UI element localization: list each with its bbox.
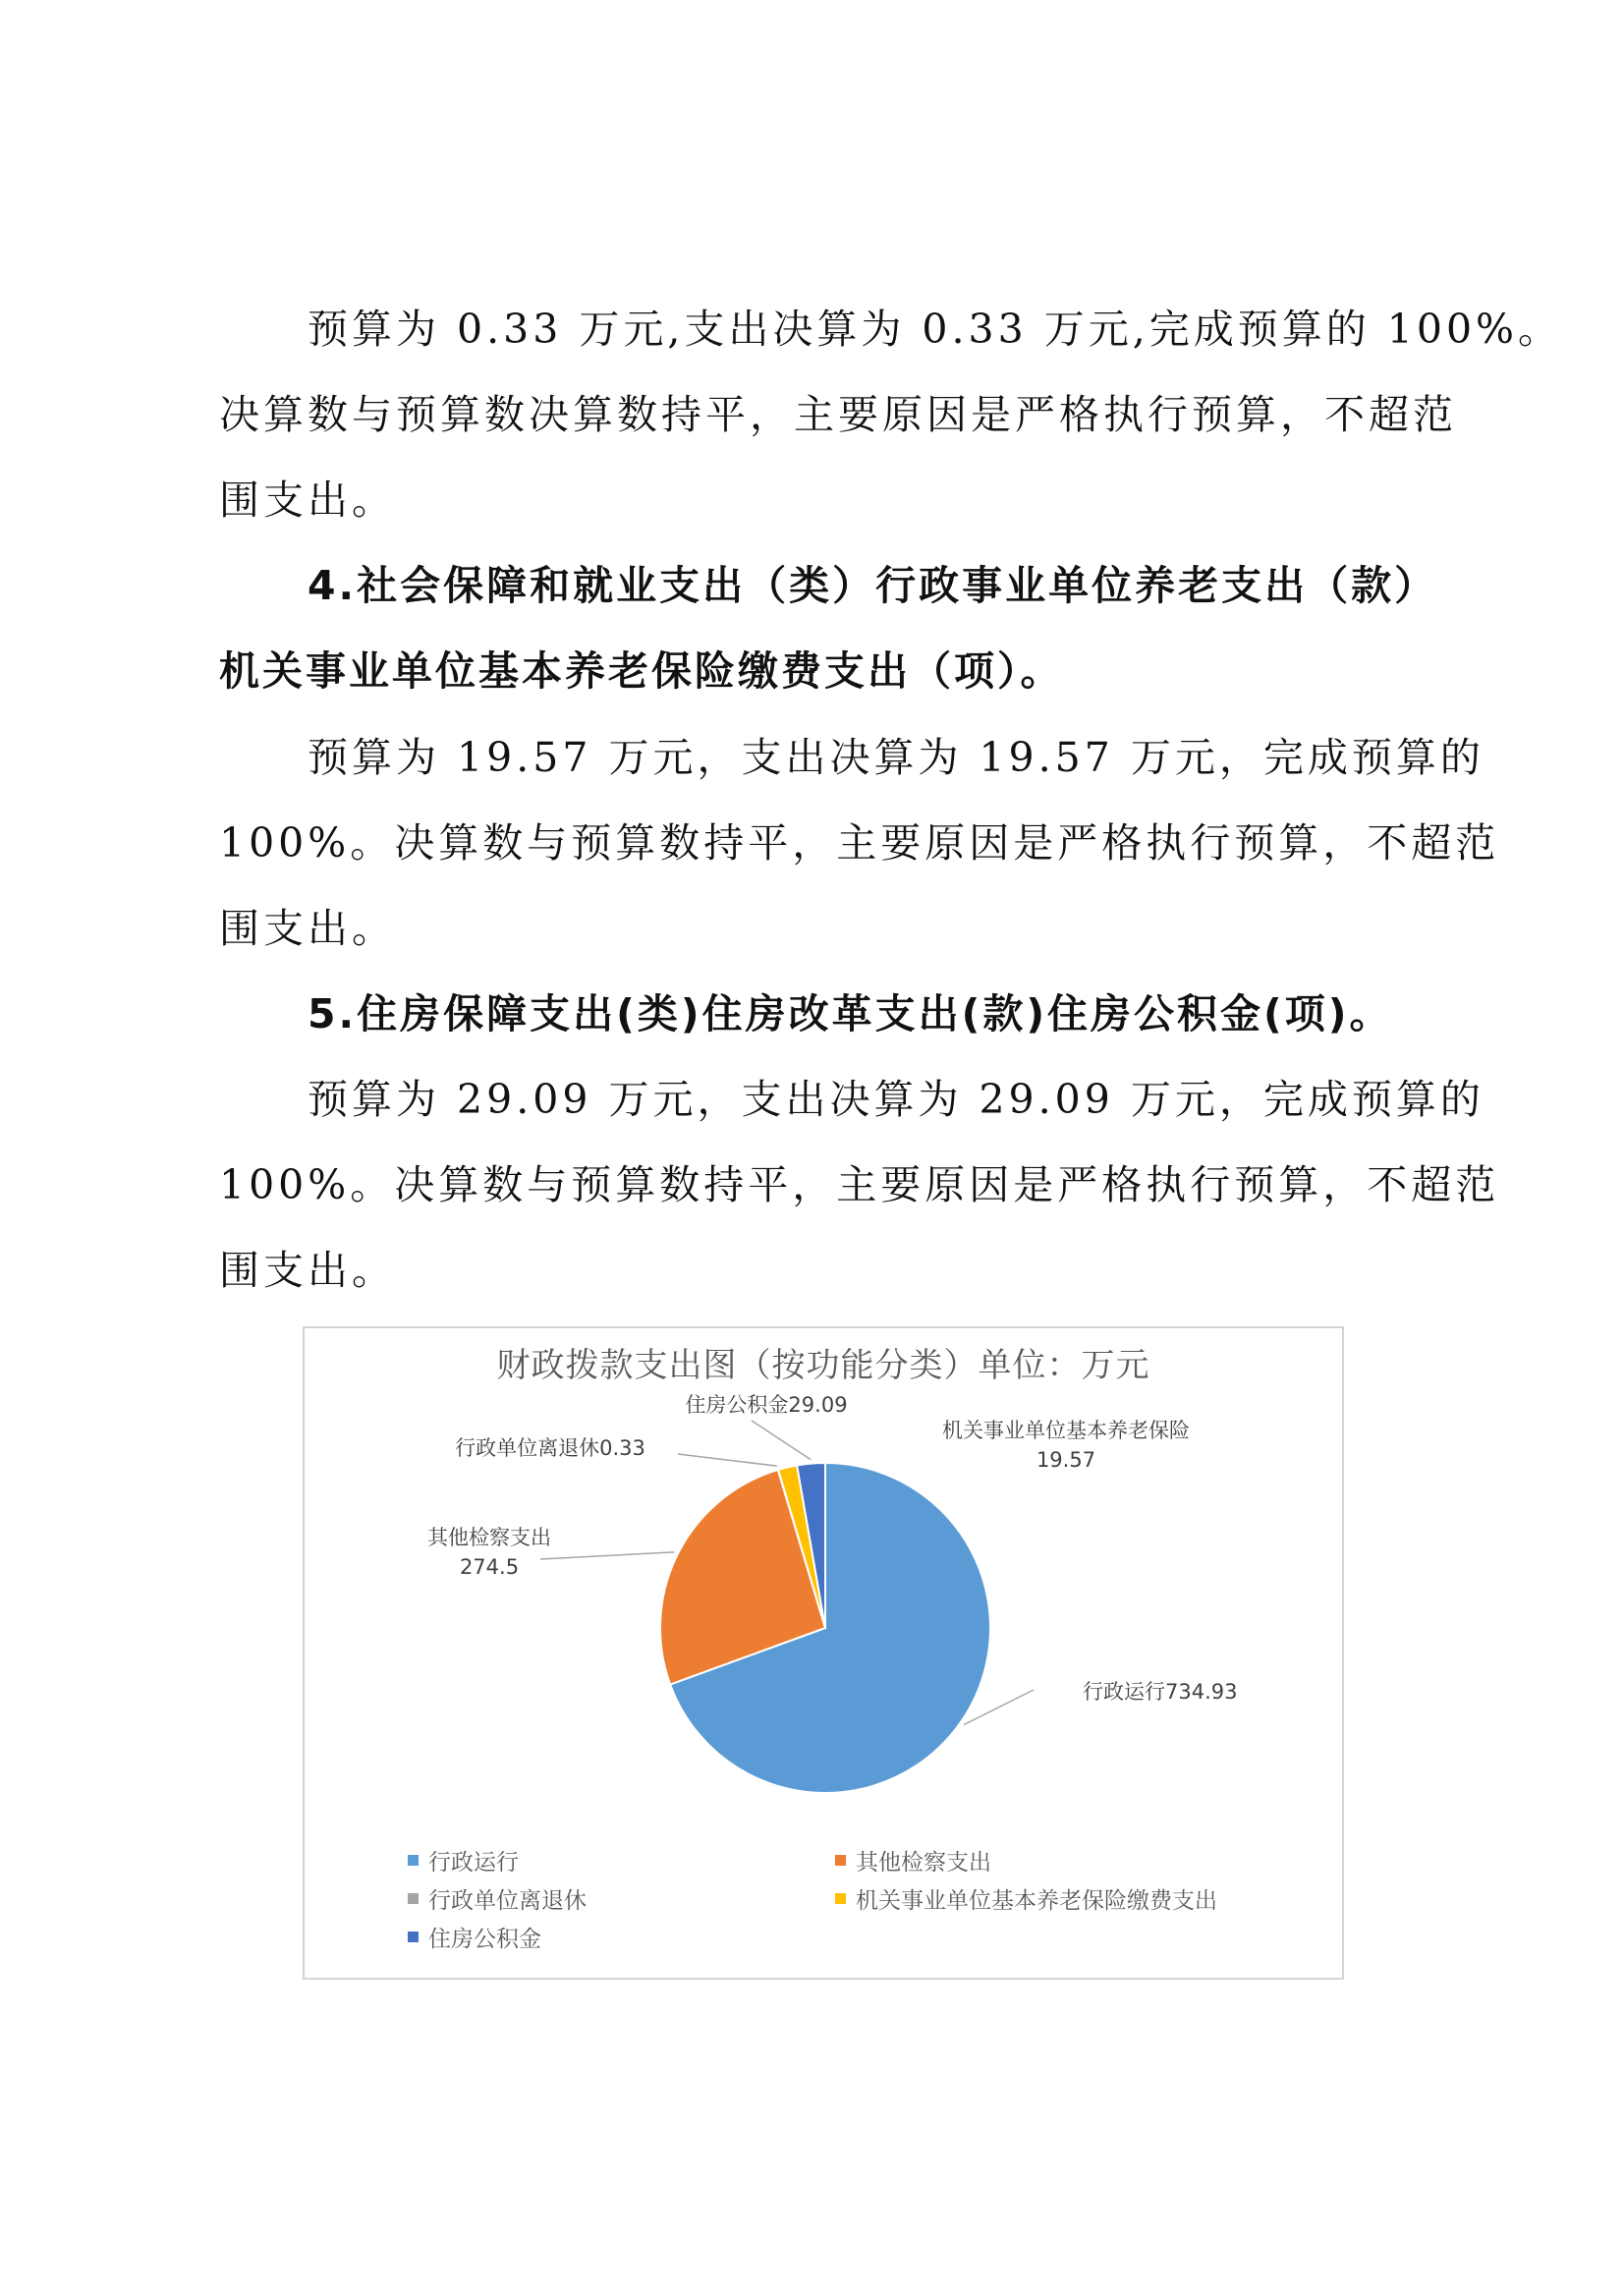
- section-heading-4-cont: 机关事业单位基本养老保险缴费支出（项）。: [219, 647, 1064, 695]
- paragraph-line: 预算为 0.33 万元,支出决算为 0.33 万元,完成预算的 100%。: [308, 306, 1563, 353]
- legend-label: 行政运行: [428, 1850, 519, 1876]
- data-label: 机关事业单位基本养老保险 19.57: [942, 1419, 1190, 1472]
- paragraph-line: 100%。决算数与预算数持平，主要原因是严格执行预算，不超范: [219, 819, 1500, 867]
- legend-item: [408, 1921, 541, 1953]
- paragraph-line: 预算为 29.09 万元，支出决算为 29.09 万元，完成预算的: [308, 1076, 1484, 1123]
- paragraph-line: 围支出。: [219, 476, 396, 524]
- legend-label: 其他检察支出: [856, 1850, 991, 1876]
- data-label: 住房公积金29.09: [685, 1393, 848, 1417]
- legend-label: 住房公积金: [428, 1927, 541, 1952]
- data-label: 行政运行734.93: [1083, 1680, 1238, 1704]
- pie-chart: [305, 1328, 1342, 1978]
- legend-item: [408, 1844, 519, 1876]
- pie-chart-figure: [303, 1326, 1344, 1980]
- leader-line: [540, 1552, 674, 1559]
- leader-line: [752, 1421, 811, 1460]
- legend-label: 机关事业单位基本养老保险缴费支出: [856, 1888, 1217, 1914]
- paragraph-line: 预算为 19.57 万元，支出决算为 19.57 万元，完成预算的: [308, 734, 1484, 781]
- legend-swatch: [408, 1893, 419, 1904]
- section-heading-5: 5.住房保障支出(类)住房改革支出(款)住房公积金(项)。: [308, 990, 1393, 1037]
- legend-swatch: [408, 1855, 419, 1866]
- data-label: 行政单位离退休0.33: [455, 1436, 645, 1460]
- legend-label: 行政单位离退休: [428, 1888, 587, 1914]
- legend-item: [408, 1882, 587, 1915]
- legend-swatch: [835, 1893, 846, 1904]
- chart-title: 财政拨款支出图（按功能分类）单位：万元: [496, 1346, 1150, 1385]
- paragraph-line: 100%。决算数与预算数持平，主要原因是严格执行预算，不超范: [219, 1161, 1500, 1208]
- legend-swatch: [835, 1855, 846, 1866]
- data-label: 其他检察支出 274.5: [427, 1526, 551, 1579]
- paragraph-line: 围支出。: [219, 905, 396, 952]
- section-heading-4: 4.社会保障和就业支出（类）行政事业单位养老支出（款）: [308, 562, 1438, 609]
- paragraph-line: 围支出。: [219, 1247, 396, 1294]
- legend-item: [835, 1882, 1217, 1915]
- paragraph-line: 决算数与预算数决算数持平，主要原因是严格执行预算，不超范: [219, 391, 1457, 438]
- leader-line: [678, 1454, 777, 1466]
- legend-item: [835, 1844, 991, 1876]
- legend-swatch: [408, 1932, 419, 1942]
